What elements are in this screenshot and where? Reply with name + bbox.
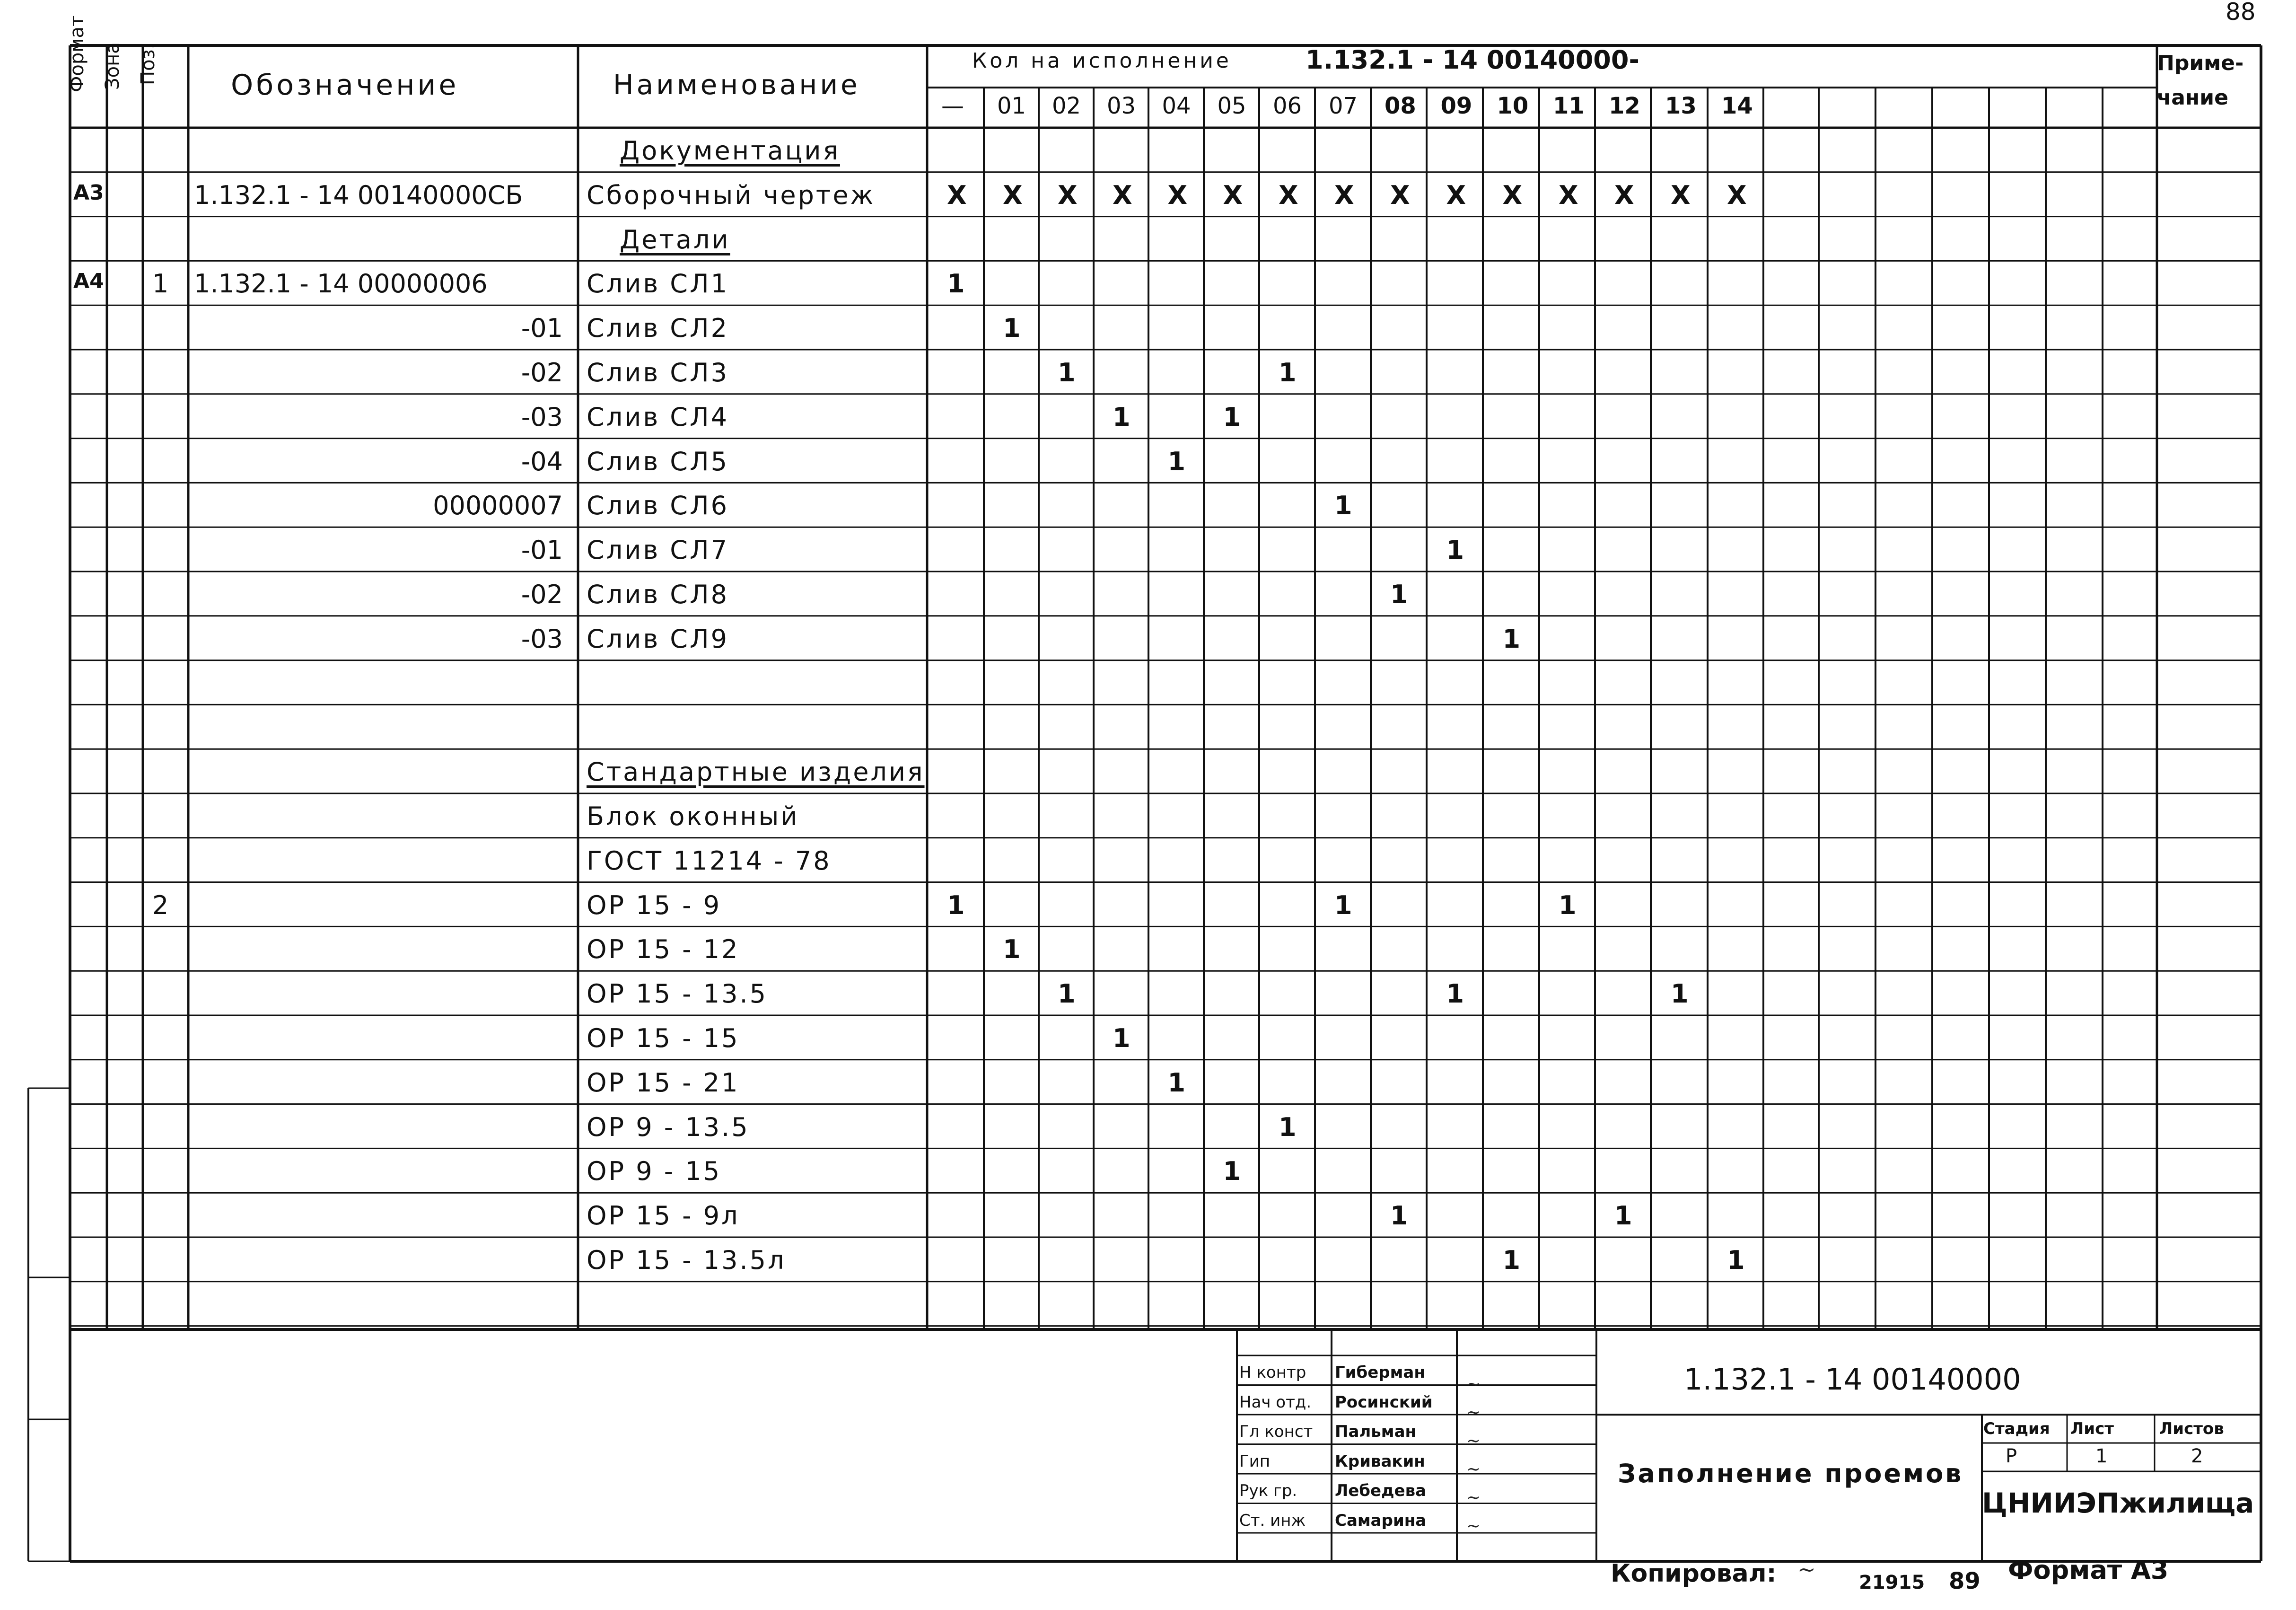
row-position: 1 — [152, 269, 169, 299]
row-name: Сборочный чертеж — [587, 180, 876, 210]
signature-1: ~ — [1466, 1374, 1481, 1394]
row-designation: -01 — [521, 313, 563, 343]
row-name: ОР 15 - 13.5 — [587, 979, 768, 1009]
qty-cell-06: X — [1279, 180, 1298, 210]
qty-cell-05: 1 — [1223, 1156, 1241, 1187]
qty-cell-07: X — [1334, 180, 1354, 210]
sheets-label: Листов — [2159, 1419, 2224, 1438]
signer-name: Лебедева — [1335, 1481, 1427, 1500]
qty-cell-02: 1 — [1058, 358, 1076, 387]
col-designation-header: Обозначение — [231, 69, 459, 102]
sheet-label: Лист — [2070, 1419, 2114, 1438]
signer-name: Кривакин — [1335, 1452, 1425, 1471]
qty-cell-09: 1 — [1446, 979, 1464, 1009]
signer-name: Самарина — [1335, 1511, 1427, 1530]
qty-cell-10: 1 — [1502, 1245, 1521, 1275]
page-number: 88 — [2226, 0, 2256, 26]
qty-cell-04: X — [1167, 180, 1188, 210]
doc-title: Заполнение проемов — [1618, 1459, 1963, 1488]
section-heading: Стандартные изделия — [587, 757, 925, 787]
qty-cell-11: X — [1559, 180, 1578, 210]
row-format: А4 — [73, 269, 104, 294]
row-name: ОР 15 - 15 — [587, 1023, 740, 1053]
section-heading: Документация — [620, 136, 840, 166]
signature-3: ~ — [1466, 1431, 1481, 1451]
qty-cell-04: 1 — [1167, 446, 1186, 476]
variant-header-14: 14 — [1721, 93, 1753, 119]
variant-header-8: 08 — [1385, 93, 1416, 119]
col-format-header: Формат — [66, 15, 88, 92]
qty-cell-10: X — [1502, 180, 1523, 210]
row-format: А3 — [73, 180, 104, 205]
qty-cell-07: 1 — [1334, 491, 1352, 521]
qty-cell-03: 1 — [1113, 1023, 1130, 1053]
qty-cell-01: X — [1003, 180, 1023, 210]
qty-cell-01: 1 — [1003, 313, 1021, 343]
qty-cell-08: 1 — [1390, 1201, 1408, 1231]
variant-header-13: 13 — [1665, 93, 1697, 119]
qty-cell-08: X — [1390, 180, 1410, 210]
qty-cell-13: 1 — [1671, 979, 1689, 1009]
row-name: Слив СЛ5 — [587, 446, 729, 476]
copied-label: Копировал: — [1611, 1559, 1777, 1588]
variant-header-12: 12 — [1609, 93, 1640, 119]
row-name: Слив СЛ2 — [587, 313, 729, 343]
qty-cell-03: X — [1113, 180, 1132, 210]
copy-year: 89 — [1949, 1568, 1981, 1594]
variant-header-0: — — [941, 93, 964, 119]
qty-cell-11: 1 — [1559, 890, 1577, 920]
variant-header-11: 11 — [1553, 93, 1585, 119]
row-name: Слив СЛ4 — [587, 402, 729, 432]
variant-header-1: 01 — [997, 93, 1026, 119]
qty-cell-05: 1 — [1223, 402, 1241, 432]
col-qty-doc: 1.132.1 - 14 00140000- — [1306, 45, 1639, 75]
qty-cell-12: 1 — [1614, 1201, 1632, 1231]
row-name: ОР 15 - 9л — [587, 1201, 740, 1231]
signer-role: Рук гр. — [1239, 1481, 1297, 1500]
qty-cell-04: 1 — [1167, 1067, 1186, 1098]
qty-cell-14: 1 — [1727, 1245, 1745, 1275]
row-designation: -03 — [521, 402, 563, 432]
col-pos-header: Поз. — [137, 43, 159, 85]
signer-role: Ст. инж — [1239, 1511, 1306, 1530]
row-name: Слив СЛ7 — [587, 535, 729, 565]
qty-cell-13: X — [1671, 180, 1691, 210]
stage-label: Стадия — [1983, 1419, 2050, 1438]
row-name: ОР 15 - 13.5л — [587, 1245, 786, 1275]
row-designation: 1.132.1 - 14 00140000СБ — [194, 180, 523, 210]
sheets-value: 2 — [2191, 1445, 2203, 1467]
signer-role: Гип — [1239, 1452, 1271, 1471]
col-qty-title: Кол на исполнение — [972, 49, 1232, 73]
row-name: ГОСТ 11214 - 78 — [587, 845, 832, 876]
organization: ЦНИИЭПжилища — [1982, 1487, 2254, 1519]
sheet-value: 1 — [2095, 1445, 2108, 1467]
row-designation: 1.132.1 - 14 00000006 — [194, 269, 488, 299]
stage-value: Р — [2006, 1445, 2017, 1467]
row-name: ОР 9 - 13.5 — [587, 1112, 750, 1142]
qty-cell-03: 1 — [1113, 402, 1130, 432]
variant-header-10: 10 — [1497, 93, 1529, 119]
signature-2: ~ — [1466, 1403, 1481, 1422]
signer-name: Пальман — [1335, 1422, 1417, 1441]
copier-signature: ~ — [1797, 1557, 1816, 1582]
section-heading: Детали — [620, 224, 730, 255]
qty-cell-09: X — [1446, 180, 1466, 210]
qty-cell-10: 1 — [1502, 624, 1521, 654]
copy-number: 21915 — [1859, 1572, 1925, 1593]
row-name: Слив СЛ3 — [587, 358, 729, 387]
row-designation: -04 — [521, 446, 563, 476]
signer-role: Гл конст — [1239, 1422, 1313, 1441]
qty-cell-—: 1 — [947, 890, 965, 920]
row-name: Слив СЛ9 — [587, 624, 729, 654]
col-note-header-2: чание — [2157, 86, 2228, 110]
variant-header-9: 09 — [1440, 93, 1472, 119]
qty-cell-07: 1 — [1334, 890, 1352, 920]
row-name: ОР 15 - 21 — [587, 1067, 740, 1098]
variant-header-5: 05 — [1217, 93, 1246, 119]
signature-4: ~ — [1466, 1460, 1481, 1479]
variant-header-7: 07 — [1329, 93, 1358, 119]
variant-header-4: 04 — [1162, 93, 1191, 119]
row-name: Блок оконный — [587, 801, 799, 831]
signer-name: Гиберман — [1335, 1363, 1425, 1382]
doc-number: 1.132.1 - 14 00140000 — [1684, 1362, 2021, 1397]
row-name: ОР 15 - 9 — [587, 890, 722, 920]
qty-cell-02: 1 — [1058, 979, 1076, 1009]
row-name: Слив СЛ6 — [587, 491, 729, 521]
signature-5: ~ — [1466, 1488, 1481, 1507]
qty-cell-06: 1 — [1279, 1112, 1297, 1142]
col-note-header-1: Приме- — [2157, 51, 2244, 75]
row-name: ОР 15 - 12 — [587, 934, 740, 965]
qty-cell-—: X — [947, 180, 967, 210]
qty-cell-02: X — [1058, 180, 1078, 210]
row-designation: -02 — [521, 580, 563, 609]
qty-cell-05: X — [1223, 180, 1243, 210]
row-designation: -02 — [521, 358, 563, 387]
col-name-header: Наименование — [613, 69, 860, 101]
row-name: ОР 9 - 15 — [587, 1156, 722, 1187]
qty-cell-06: 1 — [1279, 358, 1297, 387]
signer-role: Н контр — [1239, 1363, 1306, 1382]
qty-cell-12: X — [1614, 180, 1634, 210]
qty-cell-01: 1 — [1003, 934, 1021, 965]
qty-cell-08: 1 — [1390, 580, 1408, 609]
signer-name: Росинский — [1335, 1392, 1433, 1412]
signature-6: ~ — [1466, 1516, 1481, 1536]
row-designation: -01 — [521, 535, 563, 565]
row-position: 2 — [152, 890, 169, 920]
qty-cell-14: X — [1727, 180, 1747, 210]
col-zone-header: Зона — [102, 42, 123, 90]
format-label: Формат А3 — [2008, 1555, 2169, 1585]
qty-cell-09: 1 — [1446, 535, 1464, 565]
row-name: Слив СЛ1 — [587, 269, 729, 299]
variant-header-2: 02 — [1052, 93, 1081, 119]
row-designation: 00000007 — [433, 491, 563, 521]
row-designation: -03 — [521, 624, 563, 654]
variant-header-6: 06 — [1273, 93, 1302, 119]
row-name: Слив СЛ8 — [587, 580, 729, 609]
qty-cell-—: 1 — [947, 269, 965, 299]
signer-role: Нач отд. — [1239, 1392, 1312, 1412]
variant-header-3: 03 — [1107, 93, 1136, 119]
